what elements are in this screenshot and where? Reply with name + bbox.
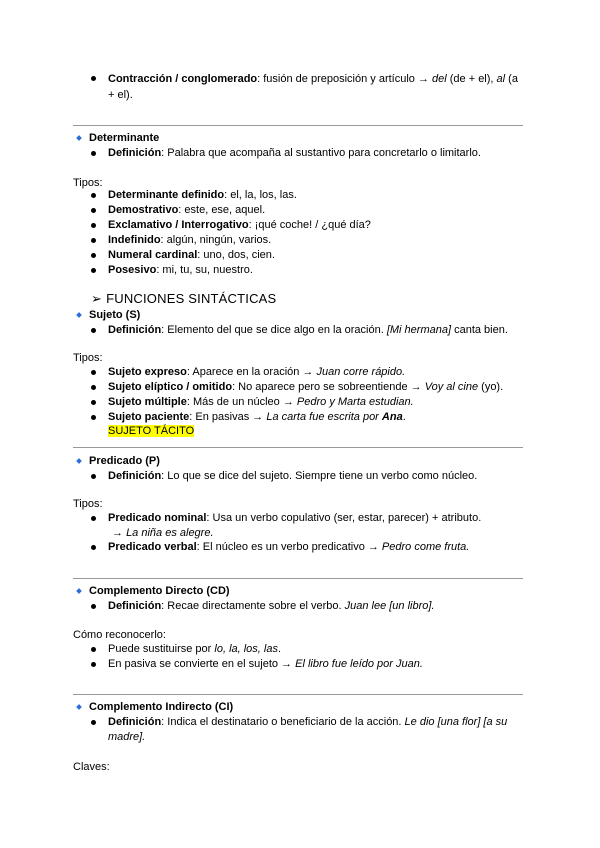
type-term: Sujeto múltiple [108, 396, 187, 408]
type-text: : algún, ningún, varios. [160, 234, 272, 246]
type-text: : Aparece en la oración → [186, 366, 317, 378]
type-example-bold: Ana [381, 411, 403, 423]
list-item [108, 540, 469, 554]
diamond-bullet-icon [76, 135, 82, 141]
type-term: Numeral cardinal [108, 249, 198, 261]
list-item [108, 642, 281, 656]
list-item [108, 203, 265, 217]
divider [73, 694, 523, 695]
section-heading-text: FUNCIONES SINTÁCTICAS [106, 291, 277, 306]
type-text: : Usa un verbo copulativo (ser, estar, parecer) + atributo. [206, 512, 482, 524]
def-example: [Mi hermana] [386, 324, 452, 336]
bullet-icon [91, 238, 96, 243]
list-item [108, 410, 406, 424]
sujeto-def [108, 323, 508, 337]
section-heading [91, 291, 276, 307]
def-text: : Elemento del que se dice algo en la oración. [161, 324, 387, 336]
tipos-label: Tipos: [73, 352, 103, 364]
ci-def [108, 715, 507, 729]
contraccion-text2: (de + el), [446, 73, 497, 85]
type-text: : uno, dos, cien. [197, 249, 275, 261]
list-item [108, 233, 271, 247]
type-term: Exclamativo / Interrogativo [108, 219, 249, 231]
list-item [108, 395, 414, 409]
def-text: : Palabra que acompaña al sustantivo para concretarlo o limitarlo. [161, 147, 481, 159]
bullet-icon [91, 662, 96, 667]
type-term: Posesivo [108, 264, 157, 276]
reconocer-label: Cómo reconocerlo: [73, 629, 166, 641]
cd-title [89, 584, 230, 598]
def-text: : Recae directamente sobre el verbo. [161, 600, 345, 612]
list-item [108, 248, 275, 262]
divider [73, 578, 523, 579]
def-example: Le dio [una flor] [a su [404, 716, 508, 728]
item-example: lo, la, los, las [214, 643, 278, 655]
cd-title-text: Complemento Directo (CD) [89, 585, 230, 597]
arrow-icon: → [112, 527, 127, 539]
def-label: Definición [108, 147, 162, 159]
bullet-icon [91, 268, 96, 273]
def-label: Definición [108, 716, 162, 728]
bullet-icon [91, 193, 96, 198]
predicado-title-text: Predicado (P) [89, 455, 160, 467]
list-item-continuation [112, 526, 214, 540]
def-text: : Indica el destinatario o beneficiario de la acción. [161, 716, 405, 728]
divider [73, 125, 523, 126]
bullet-icon [91, 474, 96, 479]
sujeto-tacito-highlight [108, 424, 194, 438]
predicado-def [108, 469, 477, 483]
type-text: : No aparece pero se sobreentiende → [232, 381, 425, 393]
type-text: : En pasivas → [189, 411, 267, 423]
def-example: madre]. [108, 731, 146, 743]
sujeto-title [89, 308, 140, 322]
type-text: : El núcleo es un verbo predicativo → [196, 541, 382, 553]
bullet-icon [91, 208, 96, 213]
type-term: Predicado verbal [108, 541, 197, 553]
type-example: La carta fue escrita por [266, 411, 382, 423]
type-example: Pedro y Marta estudian. [296, 396, 414, 408]
cd-def [108, 599, 435, 613]
list-item [108, 188, 297, 202]
predicado-title [89, 454, 160, 468]
highlighted-text: SUJETO TÁCITO [108, 425, 195, 437]
bullet-icon [91, 385, 96, 390]
divider [73, 447, 523, 448]
claves-label: Claves: [73, 761, 110, 773]
contraccion-del: del [432, 73, 447, 85]
determinante-def [108, 146, 481, 160]
type-text: : este, ese, aquel. [178, 204, 266, 216]
list-item [108, 365, 405, 379]
list-item [108, 657, 423, 671]
diamond-bullet-icon [76, 458, 82, 464]
list-item [108, 218, 371, 232]
contraccion-term: Contracción / conglomerado [108, 73, 258, 85]
item-example: El libro fue leído por Juan. [295, 658, 423, 670]
type-term: Determinante definido [108, 189, 225, 201]
bullet-icon [91, 647, 96, 652]
item-text: Puede sustituirse por [108, 643, 215, 655]
def-label: Definición [108, 324, 162, 336]
bullet-icon [91, 400, 96, 405]
list-item [108, 380, 503, 394]
type-text: : el, la, los, las. [224, 189, 297, 201]
item-text: En pasiva se convierte en el sujeto → [108, 658, 296, 670]
type-term: Sujeto elíptico / omitido [108, 381, 233, 393]
item-tail: . [277, 643, 282, 655]
type-example: Pedro come fruta. [381, 541, 470, 553]
contraccion-al: al [496, 73, 506, 85]
bullet-icon [91, 516, 96, 521]
tipos-label: Tipos: [73, 498, 103, 510]
diamond-bullet-icon [76, 312, 82, 318]
bullet-icon [91, 415, 96, 420]
list-item [108, 263, 253, 277]
type-term: Demostrativo [108, 204, 179, 216]
type-example: Juan corre rápido. [316, 366, 406, 378]
ci-title [89, 700, 233, 714]
type-tail: (yo). [478, 381, 504, 393]
type-text: : Más de un núcleo → [186, 396, 297, 408]
contraccion-line [108, 72, 518, 86]
bullet-icon [91, 720, 96, 725]
bullet-icon [91, 545, 96, 550]
bullet-icon [91, 604, 96, 609]
def-tail: canta bien. [451, 324, 508, 336]
bullet-icon [91, 151, 96, 156]
arrowhead-icon: ➢ [91, 291, 103, 306]
type-term: Sujeto expreso [108, 366, 187, 378]
contraccion-line-2: + el). [108, 89, 133, 101]
determinante-title-text: Determinante [89, 132, 160, 144]
type-text: : mi, tu, su, nuestro. [156, 264, 253, 276]
bullet-icon [91, 223, 96, 228]
type-term: Indefinido [108, 234, 161, 246]
type-example: Voy al cine [424, 381, 479, 393]
type-term: Sujeto paciente [108, 411, 190, 423]
type-example: La niña es alegre. [126, 527, 214, 539]
tipos-label: Tipos: [73, 177, 103, 189]
bullet-icon [91, 76, 96, 81]
diamond-bullet-icon [76, 704, 82, 710]
contraccion-text: : fusión de preposición y artículo → [257, 73, 433, 85]
type-tail: . [402, 411, 406, 423]
type-text: : ¡qué coche! / ¿qué día? [248, 219, 371, 231]
contraccion-text3: (a [505, 73, 518, 85]
bullet-icon [91, 253, 96, 258]
bullet-icon [91, 328, 96, 333]
def-example: Juan lee [un libro]. [344, 600, 435, 612]
def-text: : Lo que se dice del sujeto. Siempre tiene un verbo como núcleo. [161, 470, 478, 482]
list-item [108, 511, 481, 525]
determinante-title [89, 131, 159, 145]
type-term: Predicado nominal [108, 512, 207, 524]
ci-def-continuation [108, 730, 145, 744]
def-label: Definición [108, 470, 162, 482]
bullet-icon [91, 370, 96, 375]
ci-title-text: Complemento Indirecto (CI) [89, 701, 234, 713]
diamond-bullet-icon [76, 588, 82, 594]
def-label: Definición [108, 600, 162, 612]
sujeto-title-text: Sujeto (S) [89, 309, 141, 321]
